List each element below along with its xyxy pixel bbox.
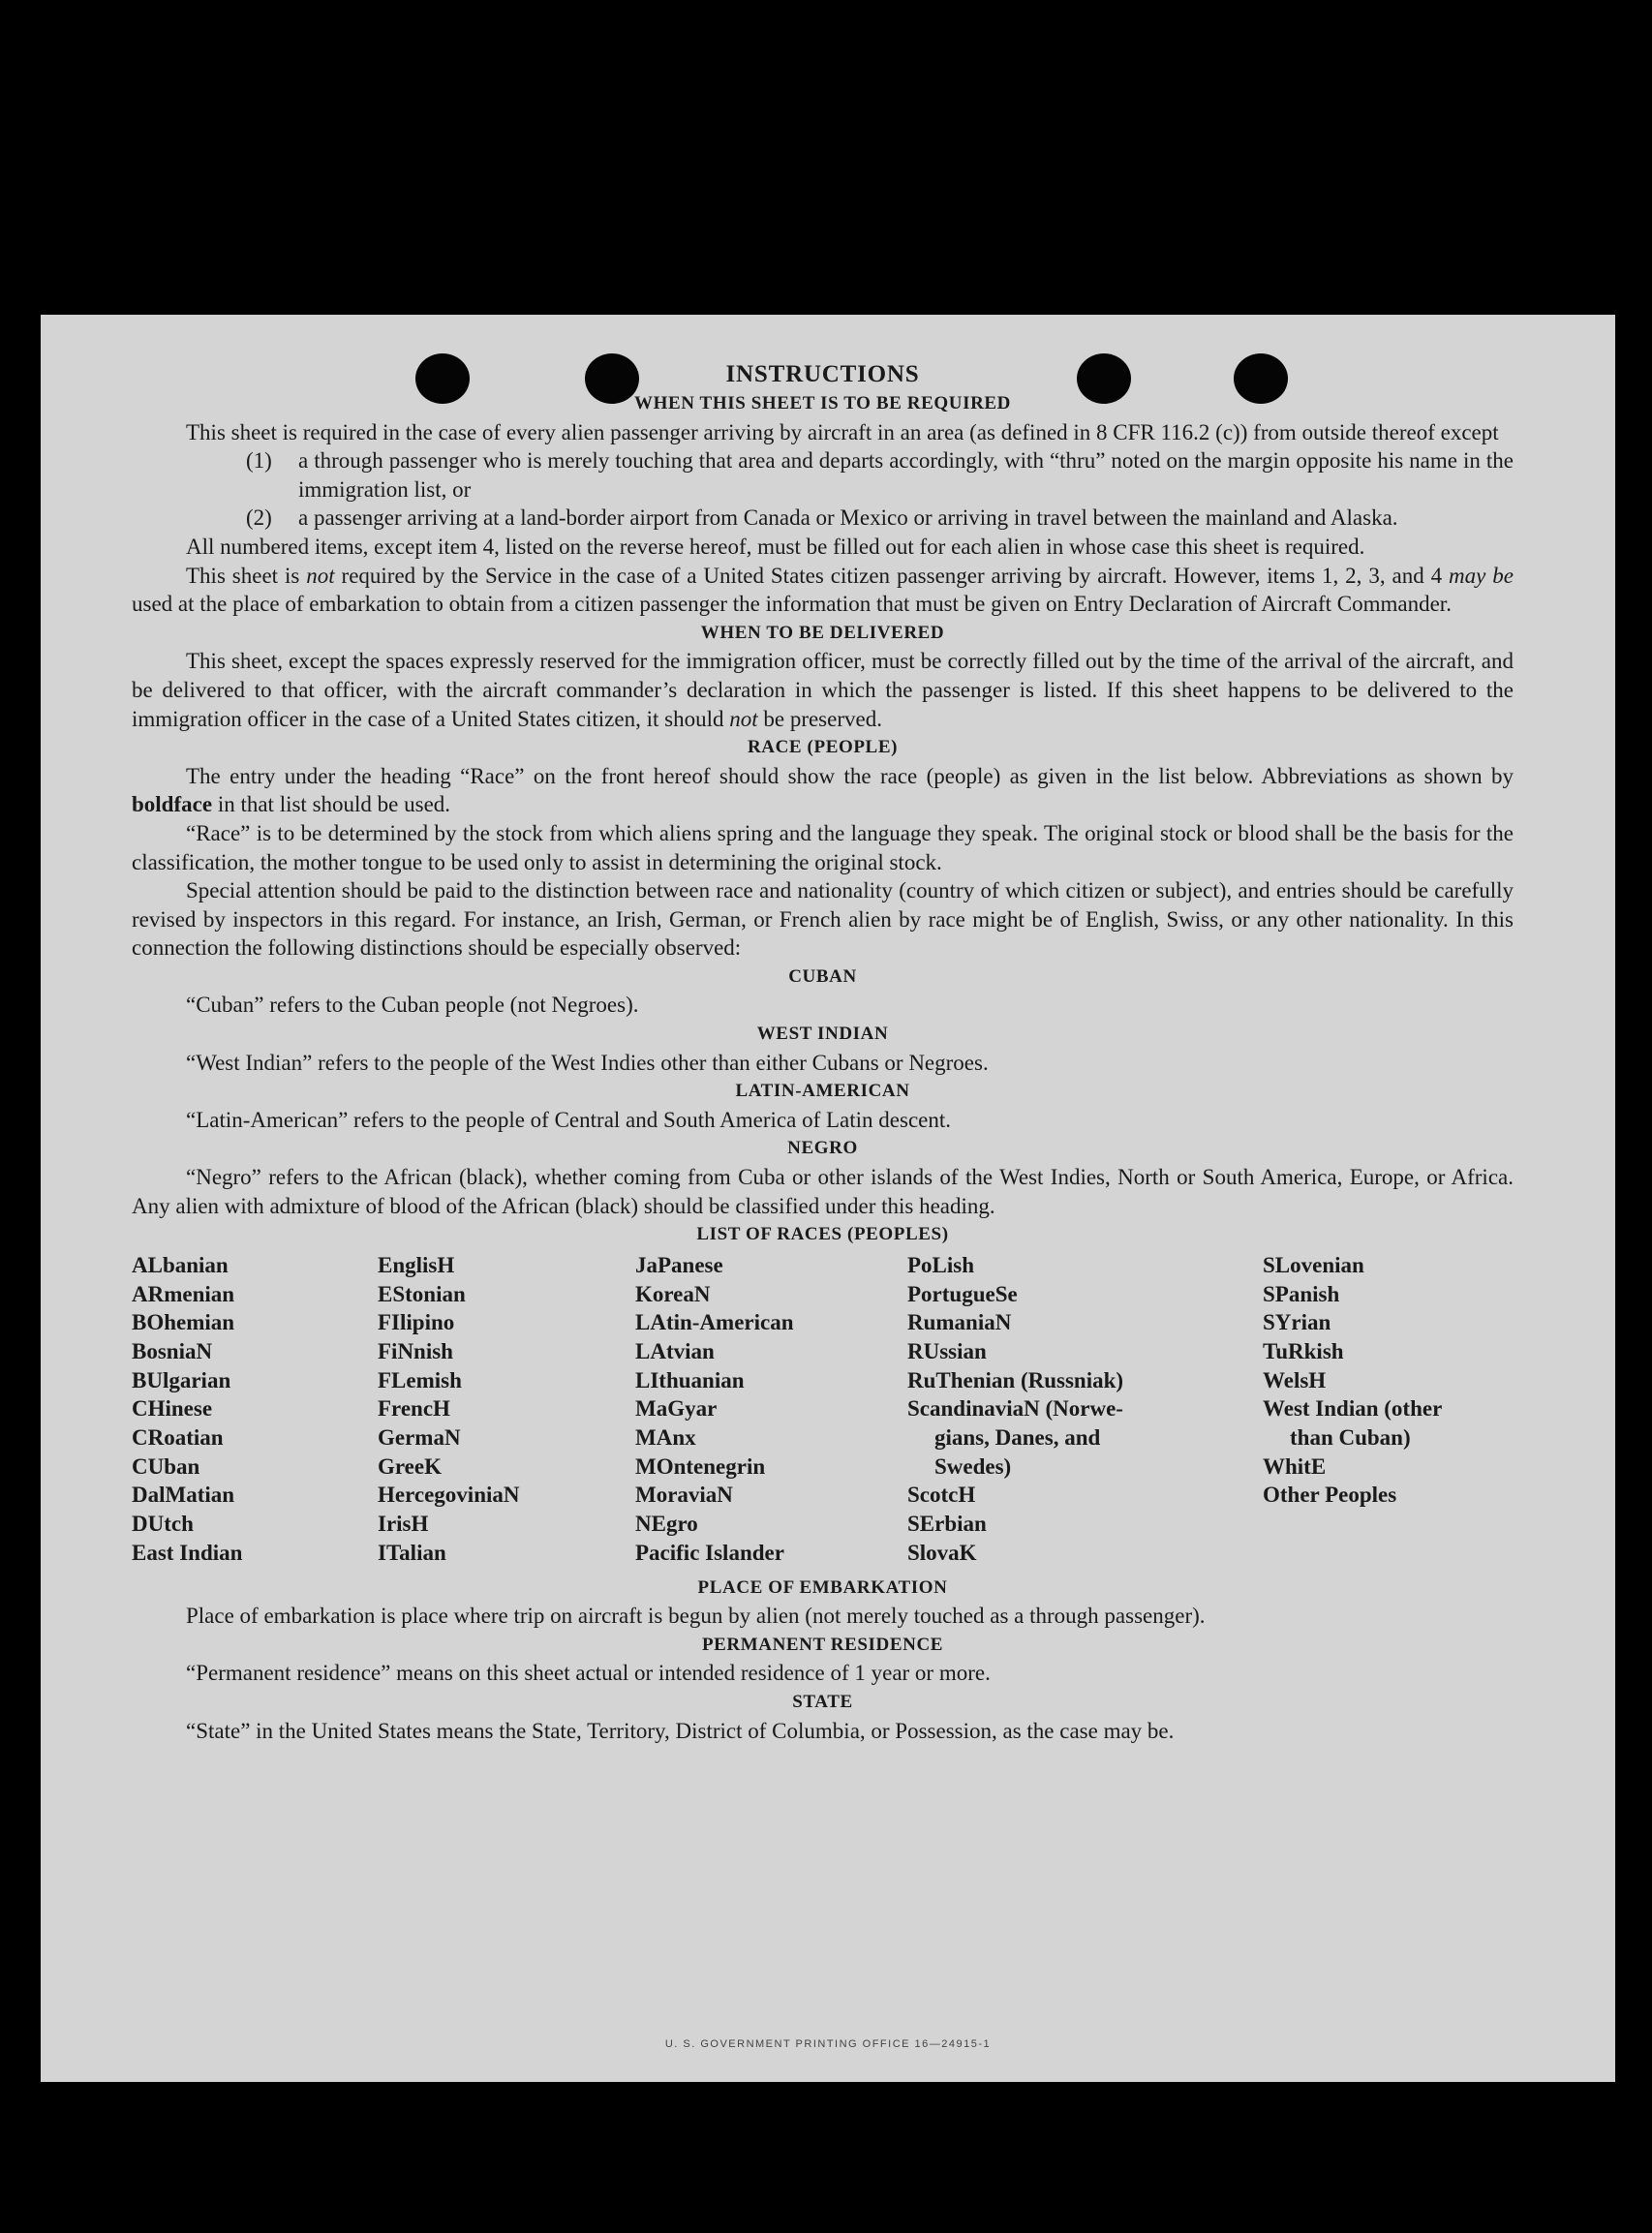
list-number: (1) (246, 448, 272, 474)
section-heading-state: STATE (792, 1691, 853, 1712)
race-entry: SErbian (907, 1512, 987, 1537)
race-entry: PortugueSe (907, 1281, 1018, 1306)
paragraph-latin-american: “Latin-American” refers to the people of Central and South America of Latin descent. (186, 1107, 951, 1132)
section-heading-required: WHEN THIS SHEET IS TO BE REQUIRED (633, 393, 1012, 413)
section-heading-races: LIST OF RACES (PEOPLES) (696, 1224, 949, 1245)
section-heading-west-indian: WEST INDIAN (756, 1024, 889, 1045)
paragraph-cuban: “Cuban” refers to the Cuban people (not Negroes). (186, 993, 639, 1018)
race-entry: Pacific Islander (635, 1540, 784, 1565)
section-heading-delivered: WHEN TO BE DELIVERED (700, 622, 945, 643)
race-entry: Other Peoples (1263, 1483, 1397, 1508)
race-entry: ITalian (378, 1540, 446, 1565)
paragraph-race-2: “Race” is to be determined by the stock from which aliens spring and the language they speak. The original stock or blood shall be the basis for the classification, the mother tongue to be used only to assist in determining the original stock. (132, 820, 1514, 874)
paragraph-embarkation: Place of embarkation is place where trip on aircraft is begun by alien (not merely touched as a through passenger). (186, 1604, 1206, 1629)
race-entry: DUtch (132, 1512, 194, 1537)
paragraph-citizen: This sheet is not required by the Service in the case of a United States citizen passenger arriving by aircraft. However, items 1, 2, 3, and 4 may be used at the place of embarkation to obtain from a citizen passenger the information that must be given on Entry Declaration of Aircraft Commander. (132, 563, 1514, 617)
race-entry: SYrian (1263, 1310, 1331, 1335)
race-entry: BosniaN (132, 1338, 213, 1363)
race-entry: MAnx (635, 1425, 696, 1451)
race-entry: KoreaN (635, 1281, 711, 1306)
race-entry: FIlipino (378, 1310, 455, 1335)
race-entry: GermaN (378, 1425, 461, 1451)
races-column-5 (1263, 1251, 1510, 1568)
race-entry: gians, Danes, and (934, 1425, 1101, 1451)
race-entry: SPanish (1263, 1281, 1340, 1306)
race-entry: ScandinaviaN (Norwe- (907, 1396, 1123, 1422)
race-entry: MaGyar (635, 1396, 718, 1422)
list-text: a through passenger who is merely touching that area and departs accordingly, with “thru” noted on the margin opposite his name in the immigration list, or (298, 448, 1514, 502)
paragraph-west-indian: “West Indian” refers to the people of the West Indies other than either Cubans or Negroes. (186, 1050, 989, 1075)
race-entry: LAtin-American (635, 1310, 794, 1335)
list-item-exception-1 (132, 446, 1514, 504)
section-heading-residence: PERMANENT RESIDENCE (701, 1634, 944, 1655)
race-entry: ALbanian (132, 1252, 229, 1277)
race-entry: SLovenian (1263, 1252, 1364, 1277)
race-entry: WhitE (1263, 1453, 1327, 1479)
race-entry: SlovaK (907, 1540, 977, 1565)
race-entry: RuThenian (Russniak) (907, 1367, 1124, 1392)
paragraph-negro: “Negro” refers to the African (black), whether coming from Cuba or other islands of the West Indies, North or South America, Europe, or Africa. Any alien with admixture of blood of the African (black) should be classified under this heading. (132, 1165, 1514, 1218)
race-entry: EStonian (378, 1281, 466, 1306)
paragraph-race-3: Special attention should be paid to the distinction between race and nationality (country of which citizen or subject), and entries should be carefully revised by inspectors in this regard. For instance, an Irish, German, or French alien by race might be of English, Swiss, or any other nationality. In this connection the following distinctions should be especially observed: (132, 878, 1514, 961)
section-heading-latin-american: LATIN-AMERICAN (735, 1081, 910, 1102)
race-entry: IrisH (378, 1512, 429, 1537)
race-entry: MoraviaN (635, 1483, 733, 1508)
race-entry: West Indian (other (1263, 1396, 1443, 1422)
race-entry: Swedes) (934, 1453, 1012, 1479)
races-column-2 (378, 1251, 635, 1568)
paragraph-required-intro: This sheet is required in the case of every alien passenger arriving by aircraft in an area (as defined in 8 CFR 116.2 (c)) from outside thereof except (186, 419, 1499, 444)
race-entry: PoLish (907, 1252, 975, 1277)
races-column-1 (132, 1251, 378, 1568)
race-entry: GreeK (378, 1453, 442, 1479)
race-entry: CHinese (132, 1396, 213, 1422)
section-heading-negro: NEGRO (787, 1138, 858, 1159)
race-entry: than Cuban) (1290, 1425, 1411, 1451)
race-entry: NEgro (635, 1512, 698, 1537)
section-heading-embarkation: PLACE OF EMBARKATION (697, 1576, 948, 1598)
race-entry: LAtvian (635, 1338, 715, 1363)
list-number: (2) (246, 505, 272, 531)
paragraph-race-1: The entry under the heading “Race” on the front hereof should show the race (people) as given in the list below. Abbreviations as shown by boldface in that list should be used. (132, 763, 1514, 817)
race-entry: EnglisH (378, 1252, 455, 1277)
race-entry: FiNnish (378, 1338, 453, 1363)
race-entry: CUban (132, 1453, 200, 1479)
race-entry: ScotcH (907, 1483, 976, 1508)
races-column-3 (635, 1251, 907, 1568)
printer-imprint: U. S. GOVERNMENT PRINTING OFFICE 16—24915-1 (664, 2038, 992, 2050)
paragraph-residence: “Permanent residence” means on this sheet actual or intended residence of 1 year or more. (186, 1661, 991, 1686)
section-heading-race: RACE (PEOPLE) (747, 737, 899, 758)
list-item-exception-2 (132, 504, 1514, 533)
paragraph-state: “State” in the United States means the State, Territory, District of Columbia, or Possession, as the case may be. (186, 1718, 1175, 1743)
race-entry: JaPanese (635, 1252, 723, 1277)
paragraph-numbered-items: All numbered items, except item 4, listed on the reverse hereof, must be filled out for each alien in whose case this sheet is required. (186, 534, 1365, 559)
race-entry: TuRkish (1263, 1338, 1344, 1363)
race-entry: HercegoviniaN (378, 1483, 520, 1508)
race-entry: RUssian (907, 1338, 987, 1363)
page-title: INSTRUCTIONS (725, 361, 920, 387)
races-column-4 (907, 1251, 1263, 1568)
race-entry: East Indian (132, 1540, 243, 1565)
document-sheet (41, 315, 1615, 2082)
section-heading-cuban: CUBAN (788, 965, 857, 987)
race-entry: LIthuanian (635, 1367, 745, 1392)
race-entry: WelsH (1263, 1367, 1327, 1392)
race-entry: MOntenegrin (635, 1453, 766, 1479)
race-entry: BOhemian (132, 1310, 235, 1335)
document-body (132, 359, 1514, 1745)
race-entry: CRoatian (132, 1425, 224, 1451)
race-entry: BUlgarian (132, 1367, 231, 1392)
race-entry: DalMatian (132, 1483, 235, 1508)
race-entry: FLemish (378, 1367, 462, 1392)
race-entry: FrencH (378, 1396, 450, 1422)
races-list (132, 1251, 1514, 1568)
race-entry: RumaniaN (907, 1310, 1012, 1335)
list-text: a passenger arriving at a land-border airport from Canada or Mexico or arriving in travel between the mainland and Alaska. (298, 505, 1398, 531)
paragraph-delivered: This sheet, except the spaces expressly reserved for the immigration officer, must be correctly filled out by the time of the arrival of the aircraft, and be delivered to that officer, with the aircraft commander’s declaration in which the passenger is listed. If this sheet happens to be delivered to the immigration officer in the case of a United States citizen, it should not be preserved. (132, 649, 1514, 731)
race-entry: ARmenian (132, 1281, 235, 1306)
